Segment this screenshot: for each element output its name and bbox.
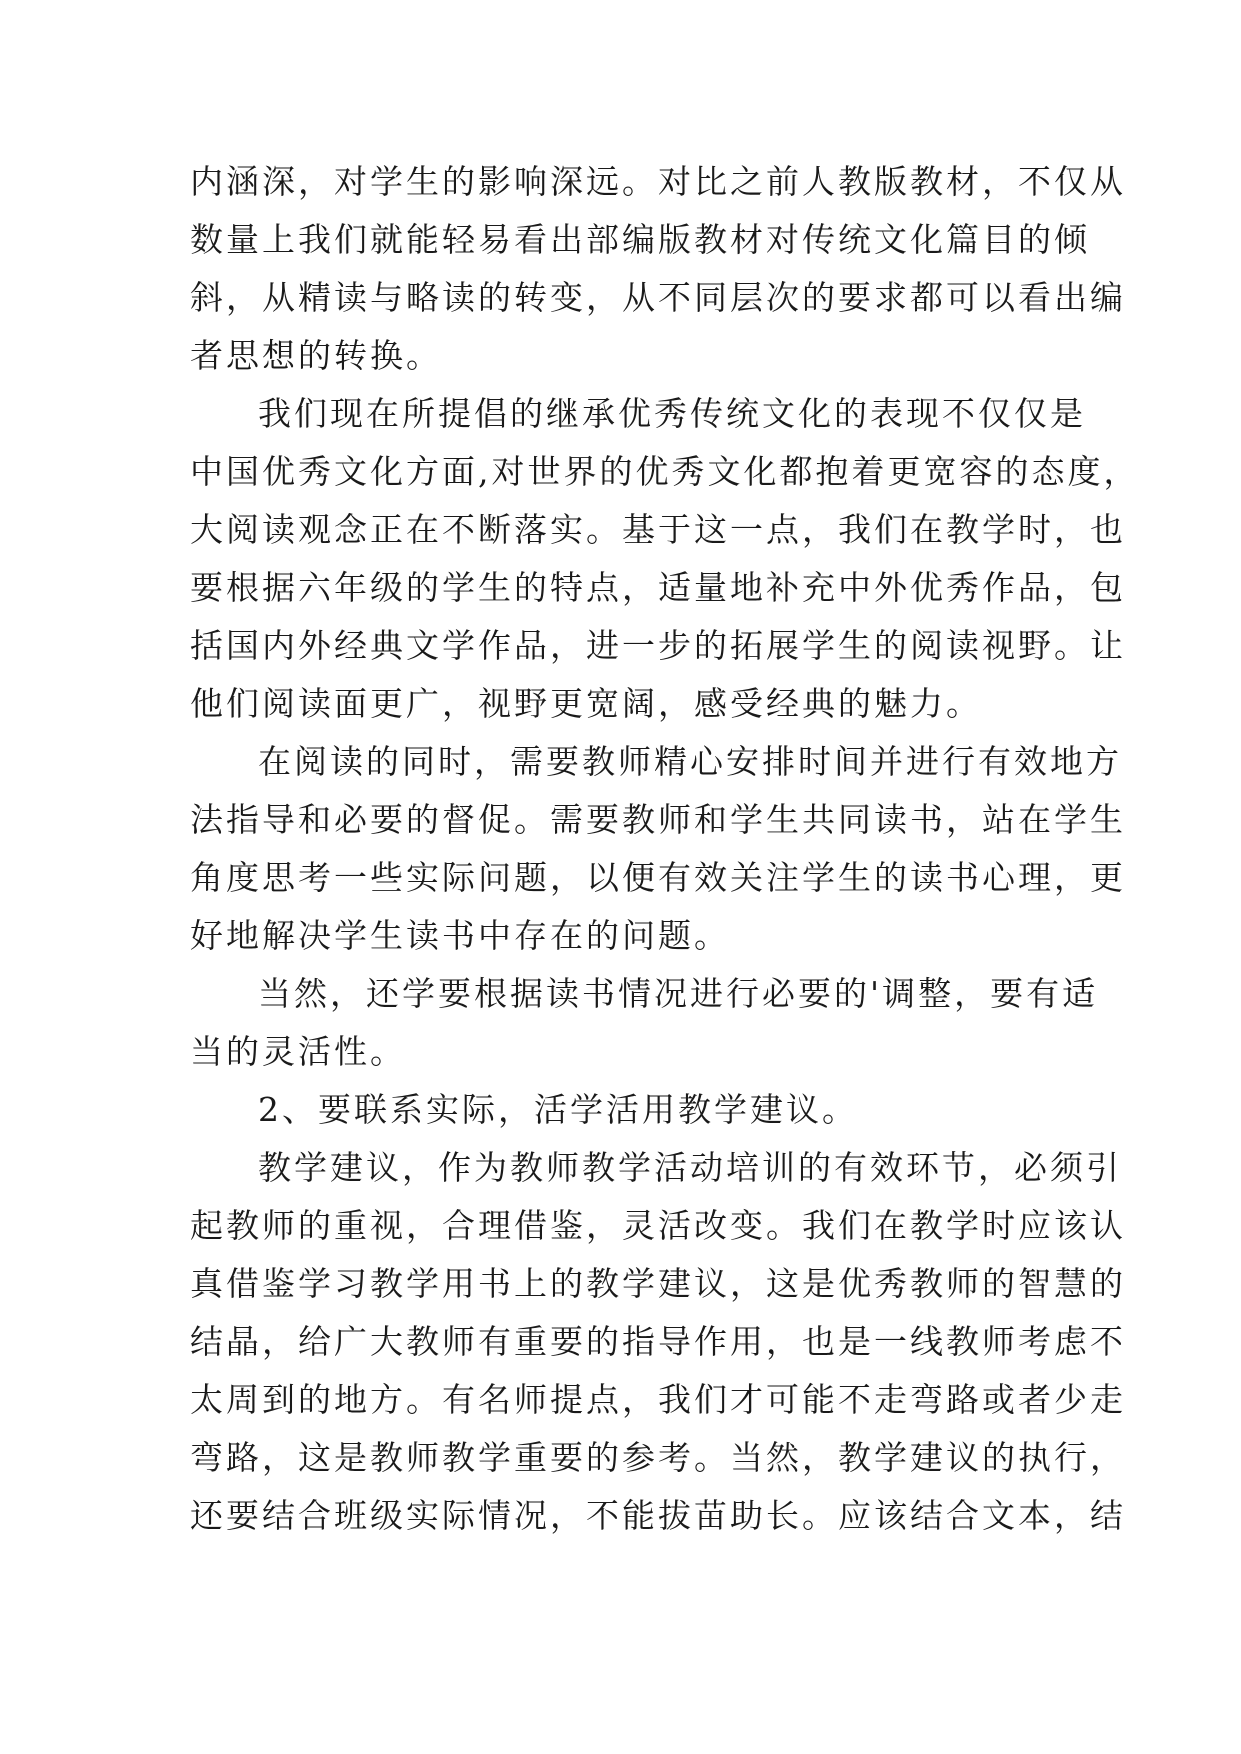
text-line: 当然，还学要根据读书情况进行必要的'调整，要有适 [258, 974, 1099, 1013]
text-line: 数量上我们就能轻易看出部编版教材对传统文化篇目的倾 [190, 220, 1090, 259]
text-line: 结晶，给广大教师有重要的指导作用，也是一线教师考虑不 [190, 1322, 1126, 1361]
document-body [190, 153, 1140, 1545]
text-line: 大阅读观念正在不断落实。基于这一点，我们在教学时，也 [190, 510, 1126, 549]
text-line: 法指导和必要的督促。需要教师和学生共同读书，站在学生 [190, 800, 1126, 839]
text-line: 中国优秀文化方面,对世界的优秀文化都抱着更宽容的态度， [190, 452, 1140, 491]
text-line: 还要结合班级实际情况，不能拔苗助长。应该结合文本，结 [190, 1496, 1126, 1535]
text-line: 斜，从精读与略读的转变，从不同层次的要求都可以看出编 [190, 278, 1126, 317]
text-line: 内涵深，对学生的影响深远。对比之前人教版教材，不仅从 [190, 162, 1126, 201]
text-line: 括国内外经典文学作品，进一步的拓展学生的阅读视野。让 [190, 626, 1126, 665]
text-line: 教学建议，作为教师教学活动培训的有效环节，必须引 [258, 1148, 1122, 1187]
text-line: 起教师的重视，合理借鉴，灵活改变。我们在教学时应该认 [190, 1206, 1126, 1245]
text-line: 角度思考一些实际问题，以便有效关注学生的读书心理，更 [190, 858, 1126, 897]
text-line: 真借鉴学习教学用书上的教学建议，这是优秀教师的智慧的 [190, 1264, 1126, 1303]
text-line: 弯路，这是教师教学重要的参考。当然，教学建议的执行， [190, 1438, 1126, 1477]
text-line: 者思想的转换。 [190, 336, 442, 375]
text-line: 我们现在所提倡的继承优秀传统文化的表现不仅仅是 [258, 394, 1086, 433]
text-line: 当的灵活性。 [190, 1032, 406, 1071]
text-line: 在阅读的同时，需要教师精心安排时间并进行有效地方 [258, 742, 1122, 781]
text-line: 2、要联系实际，活学活用教学建议。 [258, 1090, 858, 1129]
text-line: 要根据六年级的学生的特点，适量地补充中外优秀作品，包 [190, 568, 1126, 607]
text-line: 他们阅读面更广，视野更宽阔，感受经典的魅力。 [190, 684, 982, 723]
text-line: 太周到的地方。有名师提点，我们才可能不走弯路或者少走 [190, 1380, 1126, 1419]
text-line: 好地解决学生读书中存在的问题。 [190, 916, 730, 955]
